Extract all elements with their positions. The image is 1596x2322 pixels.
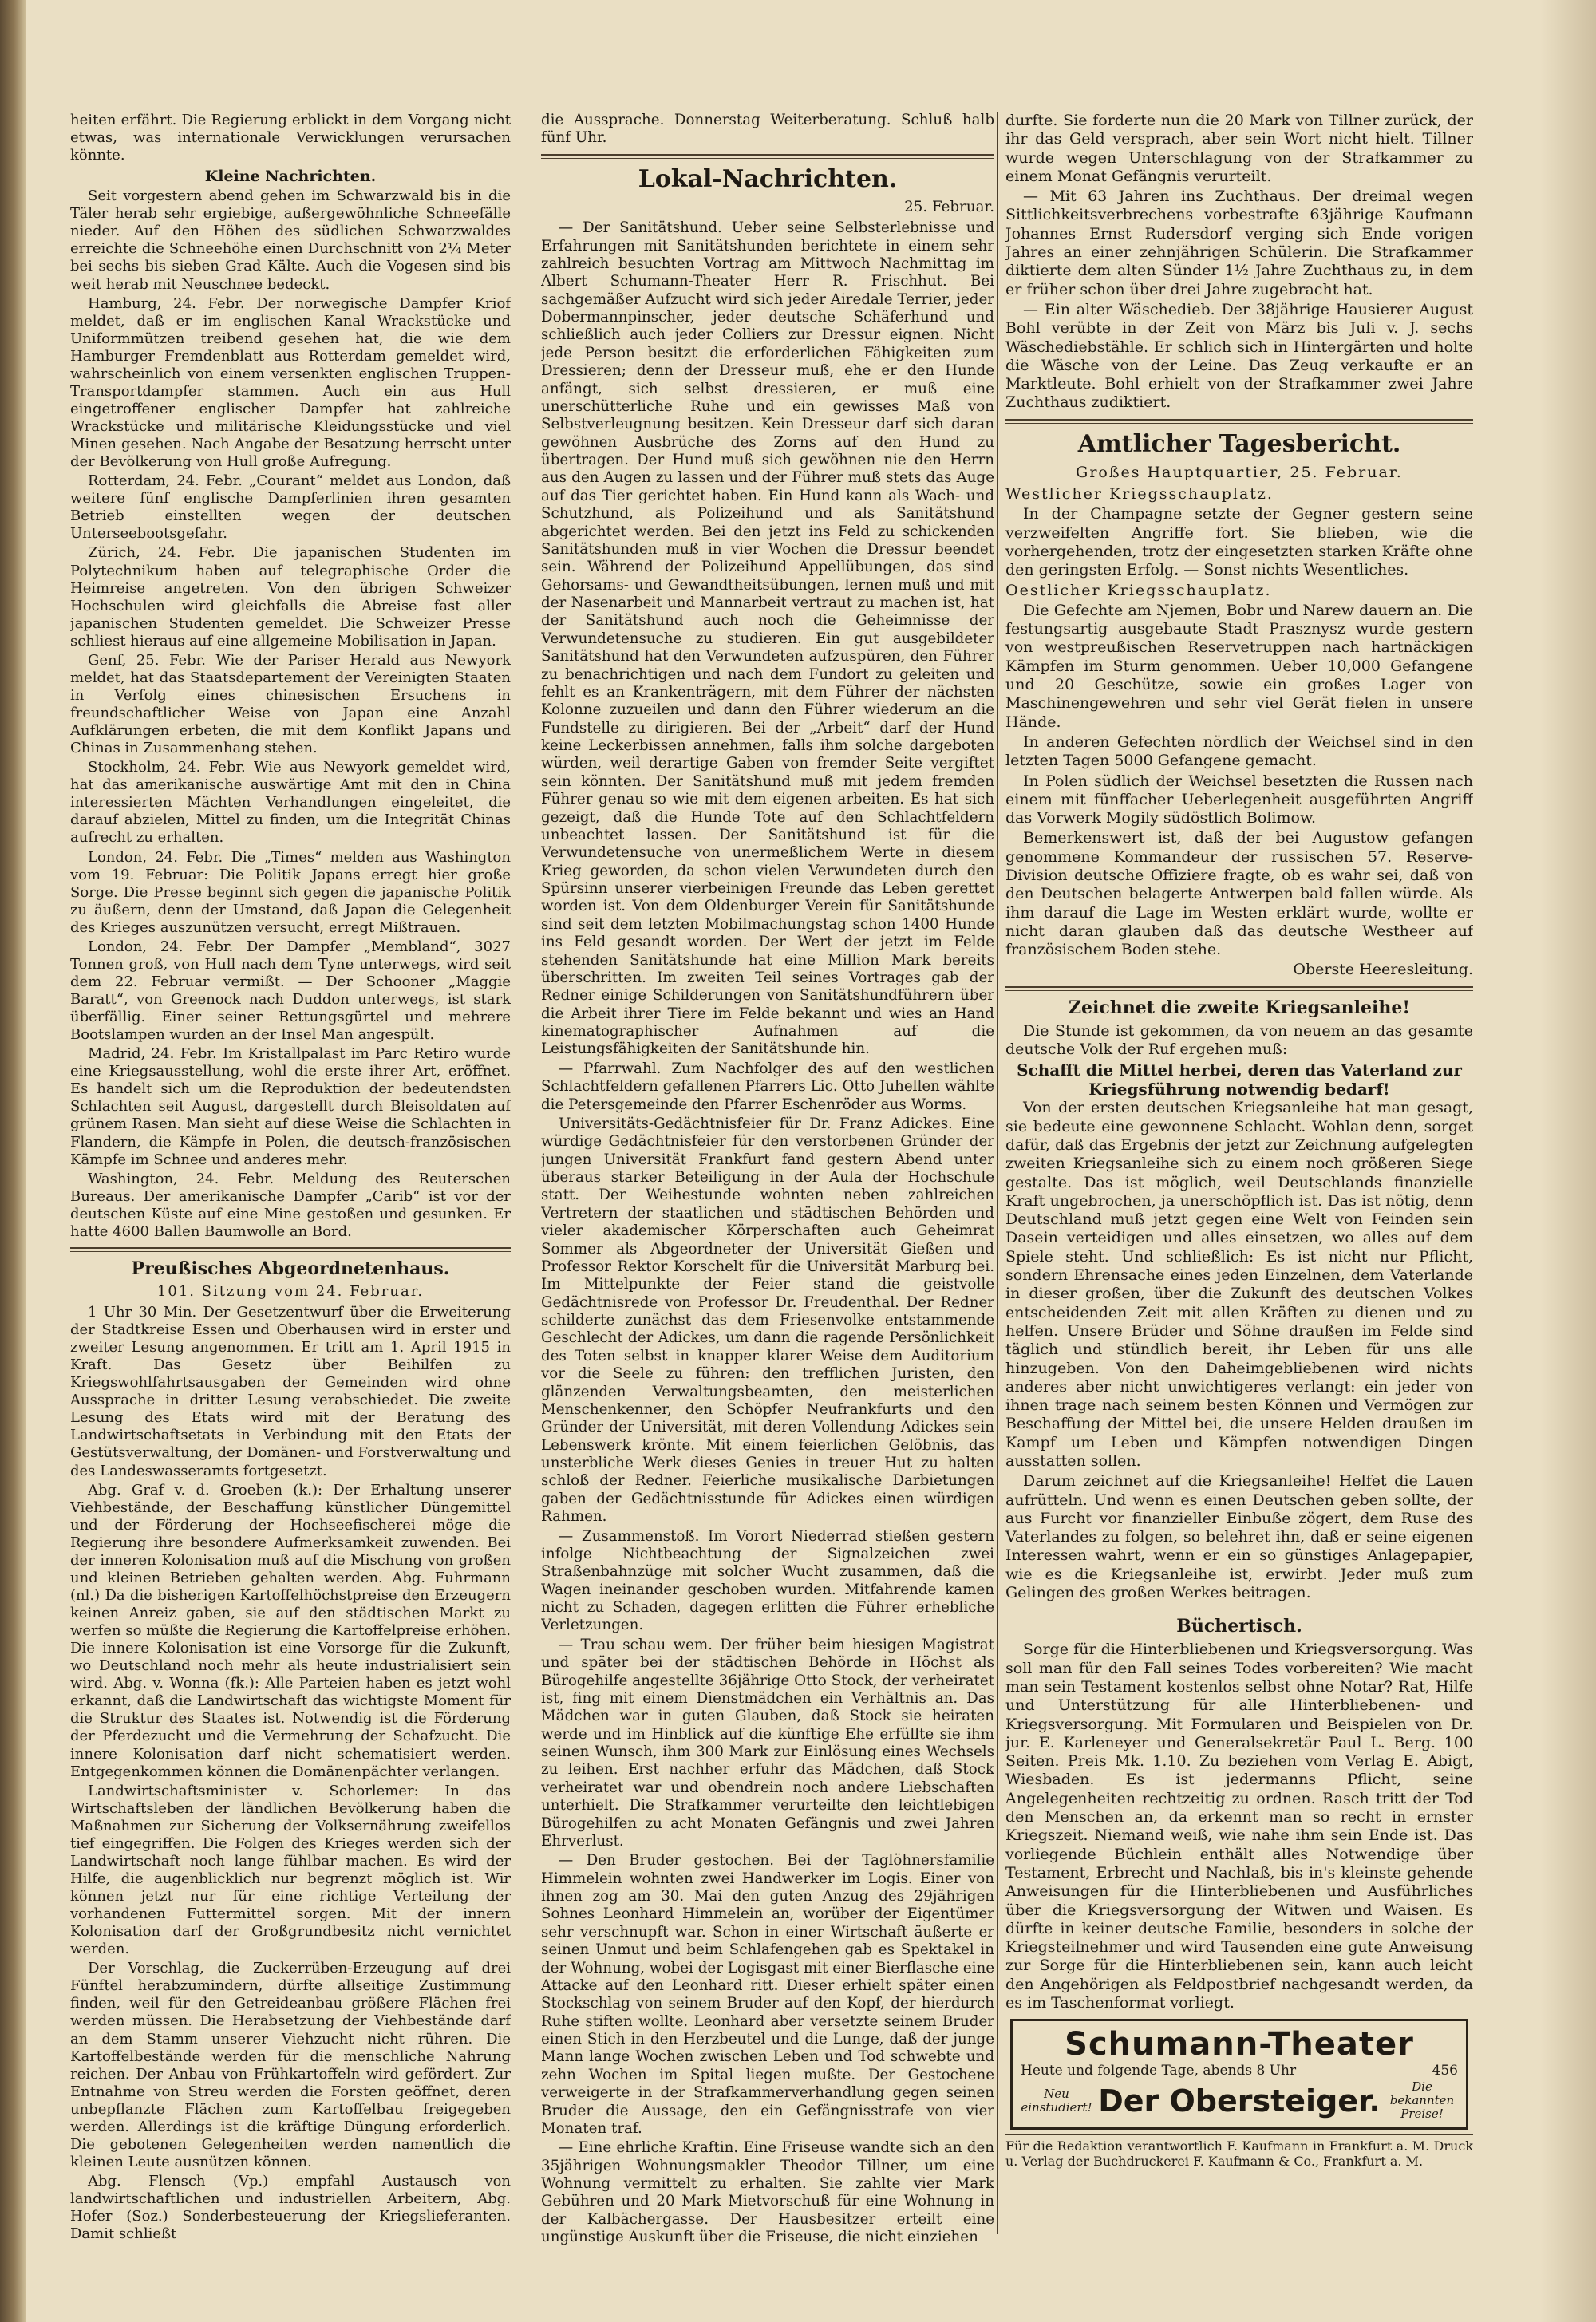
report-paragraph: Bemerkenswert ist, daß der bei Augustow gefangen genommene Kommandeur der russischen 57. Reserve-Division deutsche Offiziere fragte, ob es wahr sei, daß von den Deutschen belagerte Antwerpen bald fallen würde. Als ihm darauf die Lage im Westen erklärt wurde, wollte er nicht daran glauben daß das deutsche Westheer auf französischem Boden stehe.: [1005, 829, 1473, 959]
ad-schedule-line: [1021, 2063, 1458, 2079]
report-paragraph: In anderen Gefechten nördlich der Weichsel sind in den letzten Tagen 5000 Gefangene gemacht.: [1005, 733, 1473, 770]
local-news-item: — Zusammenstoß. Im Vorort Niederrad stießen gestern infolge Nichtbeachtung der Signalzeichen zwei Straßenbahnzüge mit solcher Wucht zusammen, daß die Wagen ineinander geschoben wurden. Mitfahrende kamen nicht zu Schaden, dagegen erlitten die Führer erhebliche Verletzungen.: [541, 1527, 994, 1634]
appeal-paragraph: Die Stunde ist gekommen, da von neuem an das gesamte deutsche Volk der Ruf ergehen muß:: [1005, 1021, 1473, 1059]
ad-number: 456: [1432, 2063, 1458, 2079]
local-news-item: — Trau schau wem. Der früher beim hiesigen Magistrat und später bei der städtischen Behörde in Höchst als Bürogehilfe angestellte 36jährige Otto Stock, der verheiratet ist, fing mit einem Dienstmädchen ein Verhältnis an. Das Mädchen war in guten Glauben, daß Stock sie heiraten werde und im Hinblick auf die künftige Ehe erfüllte sie ihm seinen Wunsch, ihm 300 Mark zur Einlösung eines Wechsels zu leihen. Erst nachher erfuhr das Mädchen, daß Stock verheiratet war und obendrein noch andere Liebschaften unterhielt. Die Strafkammer verurteilte den leichtlebigen Bürogehilfen zu acht Monaten Gefängnis und zwei Jahren Ehrverlust.: [541, 1636, 994, 1850]
section-heading-amtlicher-tagesbericht: Amtlicher Tagesbericht.: [1077, 429, 1401, 458]
page-edge-shading: [1540, 0, 1596, 2322]
local-news-item: — Mit 63 Jahren ins Zuchthaus. Der dreimal wegen Sittlichkeitsverbrechens vorbestrafte 63jährige Kaufmann Johannes Ernst Rudersdorf verging sich Ende vorigen Jahres an einer zehnjährigen Schülerin. Die Strafkammer diktierte dem alten Sünder 1½ Jahre Zuchthaus zu, in dem er früher schon über drei Jahre zugebracht hat.: [1005, 188, 1473, 298]
appeal-paragraph: Darum zeichnet auf die Kriegsanleihe! Helfet die Lauen aufrütteln. Und wenn es einen Deutschen geben sollte, der aus Furcht vor finanzieller Einbuße zögert, dem Ruse des Vaterlandes zu folgen, so belehret ihn, daß er seine eigenen Interessen wahrt, wenn er ein so günstiges Anlagepapier, wie es die Kriegsanleihe ist, erwirbt. Jeder muß zum Gelingen des großen Werkes beitragen.: [1005, 1472, 1473, 1602]
news-item: Stockholm, 24. Febr. Wie aus Newyork gemeldet wird, hat das amerikanische auswärtige Amt mit den in China interessierten Mächten Verhandlungen eingeleitet, die darauf abzielen, Mittel zu finden, um die Integrität Chinas aufrecht zu erhalten.: [70, 759, 511, 847]
news-item: London, 24. Febr. Die „Times“ melden aus Washington vom 19. Februar: Die Politik Japans erregt hier große Sorge. Die Presse beginnt sich gegen die japanische Politik zu äußern, denn der Umstand, daß Japan die Gelegenheit des Krieges auszunützen versucht, erregt Mißtrauen.: [70, 848, 511, 936]
article-continuation: durfte. Sie forderte nun die 20 Mark von Tillner zurück, der ihr das Geld versprach, aber sein Wort nicht hielt. Tillner wurde wegen Unterschlagung von der Strafkammer zu einem Monat Gefängnis verurteilt.: [1005, 112, 1473, 185]
news-item: Washington, 24. Febr. Meldung des Reuterschen Bureaus. Der amerikanische Dampfer „Carib“ ist vor der deutschen Küste auf eine Mine gestoßen und gesunken. Er hatte 4600 Ballen Baumwolle an Bord.: [70, 1170, 511, 1240]
section-heading-lokal-nachrichten: Lokal-Nachrichten.: [638, 164, 898, 193]
local-news-item: — Der Sanitätshund. Ueber seine Selbsterlebnisse und Erfahrungen mit Sanitätshunden berichtete in einem sehr zahlreich besuchten Vortrag am Mittwoch Nachmittag im Albert Schumann-Theater Herr R. Frischhut. Bei sachgemäßer Aufzucht wird sich jeder Airedale Terrier, jeder Dobermannpinscher, jeder deutsche Schäferhund und schließlich auch jeder Colliers zur Dressur eignen. Nicht jede Person besitzt die erforderlichen Fähigkeiten zum Dressieren; denn der Dresseur muß, ehe er den Hunde anfängt, sich selbst dressieren, er muß eine unerschütterliche Ruhe und ein gewisses Maß von Selbstverleugnung besitzen. Kein Dresseur darf sich daran gewöhnen Ausbrüche des Zorns auf den Hund zu übertragen. Der Hund muß sich gewöhnen nie den Herrn aus den Augen zu lassen und der Führer muß stets das Auge auf das Tier gerichtet haben. Ein Hund kann als Wach- und Schutzhund, als Polizeihund und als Sanitätshund abgerichtet werden. Bei den jetzt ins Feld zu schickenden Sanitätshunden muß in vier Wochen die Dressur beendet sein. Während der Polizeihund Appellübungen, das sind Gehorsams- und Gewandtheitsübungen, lernen muß und mit der Nasenarbeit und Mannarbeit vertraut zu machen ist, hat der Sanitätshund auch noch die Geheimnisse der Verwundetensuche zu studieren. Ein gut ausgebildeter Sanitätshund hat den Verwundeten aufzuspüren, den Führer zu benachrichtigen und nach dem Fundort zu geleiten und fehlt es an Krankenträgern, mit dem Führer der nächsten Kolonne zuzueilen und dann den Führer wiederum an die Fundstelle zu dirigieren. Bei der „Arbeit“ darf der Hund keine Leckerbissen annehmen, falls ihm solche dargeboten würden, weil derartige Gaben von fremder Seite vergiftet sein könnten. Der Sanitätshund muß mit jedem fremden Führer genau so wie mit dem eigenen arbeiten. Es hat sich gezeigt, daß die Hunde Tote auf den Schlachtfeldern unbeachtet lassen. Der Sanitätshund ist für die Verwundetensuche von unermeßlichem Werte in diesem Krieg geworden, da schon vielen Verwundeten durch den Spürsinn unserer vierbeinigen Freunde das Leben gerettet worden ist. Von dem Oldenburger Verein für Sanitätshunde sind seit dem letzten Mobilmachungstag schon 1400 Hunde ins Feld gesandt worden. Der Wert der jetzt im Felde stehenden Sanitätshunde hat eine Million Mark bereits überschritten. Im zweiten Teil seines Vortrages gab der Redner einige Schilderungen von Sanitätshundführern über die Arbeit ihrer Tiere im Felde bekannt und wies an Hand kinematographischer Aufnahmen auf die Leistungsfähigkeiten der Sanitätshunde hin.: [541, 219, 994, 1058]
theater-advertisement: [1010, 2019, 1468, 2130]
section-date: 25. Februar.: [904, 198, 994, 215]
report-paragraph: In Polen südlich der Weichsel besetzten die Russen nach einem mit fünffacher Ueberlegenheit ausgeführten Angriff das Vorwerk Mogily südöstlich Bolimow.: [1005, 772, 1473, 827]
report-signature: Oberste Heeresleitung.: [1293, 961, 1473, 979]
news-item: Madrid, 24. Febr. Im Kristallpalast im Parc Retiro wurde eine Kriegsausstellung, wohl die erste ihrer Art, eröffnet. Es handelt sich um die Reproduktion der bedeutendsten Schlachten seit August, dargestellt durch Bleisoldaten auf grünem Rasen. Man sieht auf diese Weise die Schlachten in Flandern, die Kämpfe in Polen, die deutsch-französischen Kämpfe im Schnee und anderes mehr.: [70, 1045, 511, 1168]
book-review: Sorge für die Hinterbliebenen und Kriegsversorgung. Was soll man für den Fall seines Todes vorbereiten? Wie macht man sein Testament kostenlos selbst ohne Notar? Rat, Hilfe und Unterstützung für alle Hinterbliebenen- und Kriegsversorgung. Mit Formularen und Beispielen von Dr. jur. E. Karleneyer und Generalsekretär Paul L. Berg. 100 Seiten. Preis Mk. 1.10. Zu beziehen vom Verlag E. Abigt, Wiesbaden. Es ist jedermanns Pflicht, seine Angelegenheiten rechtzeitig zu ordnen. Rasch tritt der Tod den Menschen an, da erkennt man so recht in ernster Kriegszeit. Niemand weiß, wie nahe ihm sein Ende ist. Das vorliegende Büchlein enthält alles Notwendige über Testament, Erbrecht und Nachlaß, bis in's kleinste gehende Anweisungen für die Hinterbliebenen und Ausführliches über die Kriegsversorgung der Witwen und Waisen. Es dürfte in keiner deutsche Familie, besonders in solche der Kriegsteilnehmer und wird Tausenden eine gute Anweisung zur Sorge für die Hinterbliebenen sein, kann auch leicht den Angehörigen als Feldpostbrief nachgesandt werden, da es im Taschenformat vorliegt.: [1005, 1641, 1473, 2012]
appeal-callout: Schafft die Mittel herbei, deren das Vaterland zur Kriegsführung notwendig bedarf!: [1017, 1060, 1462, 1100]
section-heading-kriegsanleihe: Zeichnet die zweite Kriegsanleihe!: [1068, 997, 1411, 1018]
parliament-paragraph: Abg. Flensch (Vp.) empfahl Austausch von landwirtschaftlichen und industriellen Arbeitern, Abg. Hofer (Soz.) Sonderbesteuerung der Kriegslieferanten. Damit schließt: [70, 2173, 511, 2243]
appeal-paragraph: Von der ersten deutschen Kriegsanleihe hat man gesagt, sie bedeute eine gewonnene Schlacht. Wohlan denn, sorget dafür, daß das Ergebnis der jetzt zur Zeichnung aufgelegten zweiten Kriegsanleihe sich zu einem noch größeren Siege gestalte. Das ist möglich, weil Deutschlands finanzielle Kraft ungebrochen, ja unerschöpflich ist. Das ist nötig, denn Deutschland muß jetzt gegen eine Welt von Feinden sein Dasein verteidigen und alles einsetzen, wo alles auf dem Spiele steht. Und schließlich: Es ist nicht nur Pflicht, sondern Ehrensache eines jeden Einzelnen, dem Vaterlande in dieser großen, über die Zukunft des deutschen Volkes entscheidenden Zeit mit allen Kräften zu dienen und zu helfen. Unsere Brüder und Söhne draußen im Felde sind täglich und stündlich bereit, ihr Leben für uns alle hinzugeben. Von den Daheimgebliebenen wird nichts anderes aber nicht unwichtigeres verlangt: ein jeder von ihnen trage nach seinem besten Können und Vermögen zur Beschaffung der Mittel bei, die unsere Helden draußen im Kampf um Leben und Kämpfen notwendigen Dingen ausstatten sollen.: [1005, 1099, 1473, 1470]
session-line: 101. Sitzung vom 24. Februar.: [156, 1282, 425, 1300]
ad-title: Schumann-Theater: [1065, 2026, 1414, 2063]
report-dateline: Großes Hauptquartier, 25. Februar.: [1076, 463, 1403, 481]
parliament-paragraph: 1 Uhr 30 Min. Der Gesetzentwurf über die Erweiterung der Stadtkreise Essen und Oberhausen wird in erster und zweiter Lesung angenommen. Er tritt am 1. April 1915 in Kraft. Das Gesetz über Beihilfen zu Kriegswohlfahrtsausgaben der Gemeinden wird ohne Aussprache in dritter Lesung verabschiedet. Die zweite Lesung des Etats wird mit der Beratung des Landwirtschaftsetats in Verbindung mit den Etats der Gestütsverwaltung, der Domänen- und Forstverwaltung und des Landeswasseramts fortgesetzt.: [70, 1303, 511, 1479]
news-item: Rotterdam, 24. Febr. „Courant“ meldet aus London, daß weitere fünf englische Dampferlinien ihren gesamten Betrieb einstellten wegen der deutschen Unterseebootsgefahr.: [70, 472, 511, 543]
section-heading-buechertisch: Büchertisch.: [1176, 1616, 1302, 1637]
section-heading-abgeordnetenhaus: Preußisches Abgeordnetenhaus.: [131, 1258, 450, 1279]
news-item: Hamburg, 24. Febr. Der norwegische Dampfer Kriof meldet, daß er im englischen Kanal Wrackstücke und Uniformmützen treibend gesehen hat, die wie dem Hamburger Fremdenblatt aus Rotterdam gemeldet wird, wahrscheinlich von einem versenkten englischen Truppen-Transportdampfer stammen. Auch ein aus Hull eingetroffener englischer Dampfer hat zahlreiche Wrackstücke und militärische Kleidungsstücke und viel Minen gesehen. Nach Angabe der Besatzung herrscht unter der Bevölkerung von Hull große Aufregung.: [70, 294, 511, 471]
section-divider: [70, 1247, 511, 1252]
section-divider: [1005, 419, 1473, 424]
article-continuation: heiten erfährt. Die Regierung erblickt in dem Vorgang nicht etwas, was internationale Verwicklungen verursachen könnte.: [70, 112, 511, 164]
parliament-paragraph: Der Vorschlag, die Zuckerrüben-Erzeugung auf drei Fünftel herabzumindern, dürfte allseitige Zustimmung finden, weil für den Getreideanbau größere Flächen frei werden müssen. Die Herabsetzung der Viehbestände darf an dem Stamm unserer Viehzucht nicht rühren. Die Kartoffelbestände werden für die menschliche Nahrung reichen. Der Anbau von Frühkartoffeln wird gefördert. Zur Entnahme von Streu werden die Forsten geöffnet, deren unbepflanzte Flächen zum Kartoffelbau freigegeben werden. Allerdings ist die kräftige Düngung erforderlich. Die gebotenen Gelegenheiten werden namentlich die kleinen Leute ausnützen können.: [70, 1960, 511, 2170]
report-paragraph: Die Gefechte am Njemen, Bobr und Narew dauern an. Die festungsartig ausgebaute Stadt Prasznysz wurde gestern von westpreußischen Reservetruppen nach hartnäckigen Kämpfen im Sturm genommen. Ueber 10,000 Gefangene und 20 Geschütze, sowie ein großes Lager von Maschinengewehren und sehr viel Gerät fielen in unsere Hände.: [1005, 601, 1473, 731]
news-item: Zürich, 24. Febr. Die japanischen Studenten im Polytechnikum haben auf telegraphische Order die Heimreise angetreten. Von den übrigen Schweizer Hochschulen wird gleichfalls die Abreise fast aller japanischen Studenten gemeldet. Die Schweizer Presse schliest hieraus auf eine allgemeine Mobilisation in Japan.: [70, 544, 511, 650]
ad-right-note: Die bekannten Preise!: [1389, 2079, 1455, 2122]
parliament-paragraph: Abg. Graf v. d. Groeben (k.): Der Erhaltung unserer Viehbestände, der Beschaffung künstlicher Düngemittel und der Förderung der Hochseefischerei möge die Regierung ihre besondere Aufmerksamkeit zuwenden. Bei der inneren Kolonisation muß auf die Mischung von großen und kleinen Betrieben gehalten werden. Abg. Fuhrmann (nl.) Da die bisherigen Kartoffelhöchstpreise den Erzeugern keinen Anreiz gaben, sie auf den städtischen Markt zu werfen so müßte die Regierung die Kartoffelpreise erhöhen. Die innere Kolonisation ist eine Vorsorge für die Zukunft, wo Deutschland noch mehr als heute industrialisiert sein wird. Abg. v. Wonna (fk.): Alle Parteien haben es jetzt wohl erkannt, daß die Landwirtschaft das wichtigste Moment für die Struktur des Staates ist. Notwendig ist die Förderung der Pferdezucht und die Vermehrung der Schafzucht. Die innere Kolonisation darf nicht schematisiert werden. Entgegenkommen können die Domänenpächter verlangen.: [70, 1481, 511, 1780]
column-3: [1005, 112, 1473, 2266]
parliament-paragraph: Landwirtschaftsminister v. Schorlemer: In das Wirtschaftsleben der ländlichen Bevölkerung haben die Maßnahmen zur Sicherung der Volksernährung zweifellos tief eingegriffen. Die Folgen des Krieges werden sich der Landwirtschaft noch lange fühlbar machen. Es wird der Hilfe, die augenblicklich nur begrenzt möglich ist. Wir können jetzt nur für eine richtige Verteilung der vorhandenen Futtermittel sorgen. Mit der innern Kolonisation darf der Großgrundbesitz nicht vernichtet werden.: [70, 1782, 511, 1958]
imprint: Für die Redaktion verantwortlich F. Kaufmann in Frankfurt a. M. Druck u. Verlag der Buchdruckerei F. Kaufmann & Co., Frankfurt a. M.: [1005, 2134, 1473, 2169]
article-continuation: die Aussprache. Donnerstag Weiterberatung. Schluß halb fünf Uhr.: [541, 112, 994, 147]
news-item: Seit vorgestern abend gehen im Schwarzwald bis in die Täler herab sehr ergiebige, außergewöhnliche Schneefälle nieder. Auf den Höhen des südlichen Schwarzwaldes erreichte die Schneehöhe einen Durchschnitt von 2¼ Meter bei sechs bis sieben Grad Kälte. Auch die Vogesen sind bis weit herab mit Neuschnee bedeckt.: [70, 188, 511, 293]
binding-spine: [0, 0, 26, 2322]
subheading-west: Westlicher Kriegsschauplatz.: [1005, 485, 1274, 503]
ad-schedule: Heute und folgende Tage, abends 8 Uhr: [1021, 2063, 1297, 2079]
ad-left-note: Neu einstudiert!: [1021, 2086, 1092, 2115]
local-news-item: — Eine ehrliche Kraftin. Eine Friseuse wandte sich an den 35jährigen Wohnungsmakler Theodor Tillner, um eine Wohnung vermittelt zu erhalten. Sie zahlte vier Mark Gebühren und 20 Mark Mietvorschuß für eine Wohnung in der Kalbächergasse. Der Hausbesitzer erteilt eine ungünstige Auskunft über die Friseuse, die nicht einziehen: [541, 2139, 994, 2246]
ad-play-title: Der Obersteiger.: [1098, 2083, 1381, 2119]
local-news-item: — Ein alter Wäschedieb. Der 38jährige Hausierer August Bohl verübte in der Zeit von März bis Juli v. J. sechs Wäschediebstähle. Er schlich sich in Hintergärten und holte die Wäsche von der Leine. Das Zeug verkaufte er an Marktleute. Bohl erhielt von der Strafkammer zwei Jahre Zuchthaus zudiktiert.: [1005, 300, 1473, 412]
local-news-item: — Den Bruder gestochen. Bei der Taglöhnersfamilie Himmelein wohnten zwei Handwerker im Logis. Einer von ihnen zog am 30. Mai den guten Anzug des 29jährigen Sohnes Leonhard Himmelein an, worüber der Eigentümer sehr verschnupft war. Schon in einer Wirtschaft äußerte er seinen Unmut und beim Schlafengehen gab es Spektakel in der Wohnung, wobei der Logisgast mit einer Bierflasche eine Attacke auf den Leonhard ritt. Dieser erhielt später einen Stockschlag von seinem Bruder auf den Kopf, der hierdurch Ruhe stiften wollte. Leonhard aber versetzte seinem Bruder einen Stich in den Herzbeutel und die Lunge, daß der junge Mann lange Wochen zwischen Leben und Tod schwebte und zehn Wochen im Spital liegen mußte. Der Gestochene verweigerte in der Strafkammerverhandlung gegen seinen Bruder die Aussage, den ein Gefängnisstrafe von vier Monaten traf.: [541, 1852, 994, 2137]
news-item: Genf, 25. Febr. Wie der Pariser Herald aus Newyork meldet, hat das Staatsdepartement der Vereinigten Staaten in Verfolg eines chinesischen Ersuchens in freundschaftlicher Weise von Japan eine Anzahl Aufklärungen erbeten, die mit dem Konflikt Japans und Chinas in Zusammenhang stehen.: [70, 651, 511, 757]
ad-main-row: [1021, 2080, 1458, 2121]
subheading-east: Oestlicher Kriegsschauplatz.: [1005, 581, 1272, 599]
report-paragraph: In der Champagne setzte der Gegner gestern seine verzweifelten Angriffe fort. Sie blieben, wie die vorhergehenden, trotz der eingesetzten starken Kräfte ohne den geringsten Erfolg. — Sonst nichts Wesentliches.: [1005, 505, 1473, 579]
section-divider: [1005, 986, 1473, 991]
news-item: London, 24. Febr. Der Dampfer „Membland“, 3027 Tonnen groß, von Hull nach dem Tyne unterwegs, wird seit dem 22. Februar vermißt. — Der Schooner „Maggie Baratt“, von Greenock nach Duddon unterwegs, ist stark überfällig. Einer seiner Rettungsgürtel und mehrere Bootslampen wurden an der Insel Man angespült.: [70, 938, 511, 1044]
section-divider: [541, 154, 994, 159]
local-news-item: — Pfarrwahl. Zum Nachfolger des auf den westlichen Schlachtfeldern gefallenen Pfarrers Lic. Otto Juhellen wählte die Petersgemeinde den Pfarrer Eschenröder aus Worms.: [541, 1060, 994, 1113]
column-1: [70, 112, 511, 2266]
section-heading-kleine-nachrichten: Kleine Nachrichten.: [204, 168, 377, 186]
local-news-item: Universitäts-Gedächtnisfeier für Dr. Franz Adickes. Eine würdige Gedächtnisfeier für den verstorbenen Gründer der jungen Universität Frankfurt fand gestern Abend unter überaus starker Beteiligung in der Aula der Hochschule statt. Der Weihestunde wohnten neben zahlreichen Vertretern der staatlichen und städtischen Behörden und vieler akademischer Körperschaften auch Geheimrat Sommer als Abgeordneter der Universität Gießen und Professor Rektor Korschelt für die Universität Marburg bei. Im Mittelpunkte der Feier stand die geistvolle Gedächtnisrede von Professor Dr. Freudenthal. Der Redner schilderte zunächst das dem Friesenvolke entstammende Geschlecht der Adickes, um dann die ragende Persönlichkeit des Toten selbst in knapper klarer Weise dem Auditorium vor die Seele zu führen: den trefflichen Juristen, den glänzenden Verwaltungsbeamten, den meisterlichen Menschenkenner, den Schöpfer Neufrankfurts und den Gründer der Universität, mit deren Vollendung Adickes sein Lebenswerk krönte. Mit einem feierlichen Gelöbnis, das unsterbliche Werk dieses Genies in treuer Hut zu halten schloß der Redner. Feierliche musikalische Darbietungen gaben der Gedächtnisstunde für Adickes einen würdigen Rahmen.: [541, 1115, 994, 1526]
column-2: [541, 112, 994, 2266]
